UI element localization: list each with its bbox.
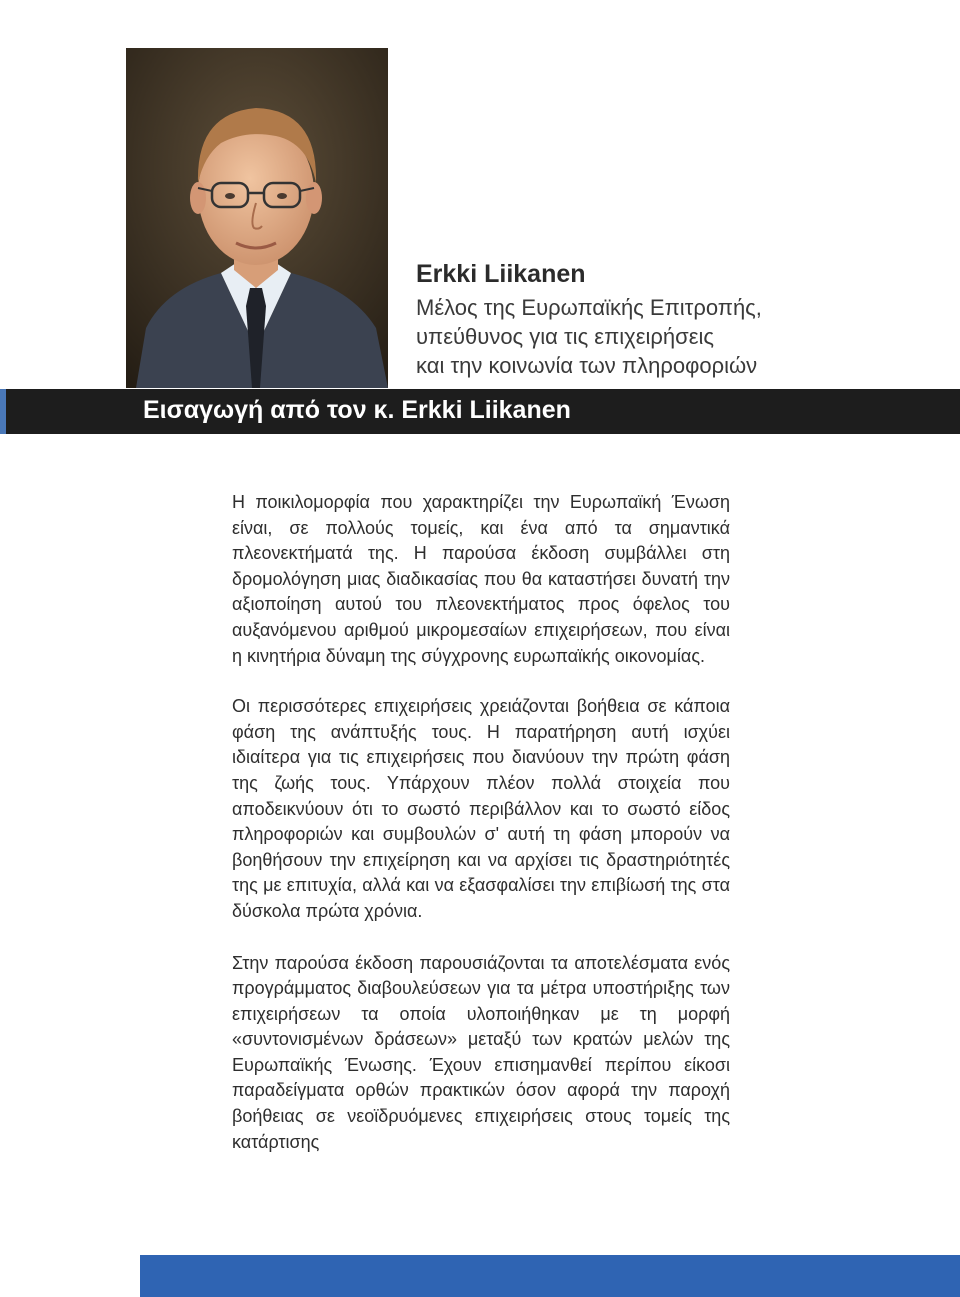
portrait-photo: [126, 48, 388, 388]
body-text: [232, 490, 730, 1155]
paragraph: Η ποικιλομορφία που χαρακτηρίζει την Ευρωπαϊκή Ένωση είναι, σε πολλούς τομείς, και ένα από τα σημαντικά πλεονεκτήματά της. Η παρούσα έκδοση συμβάλλει στη δρομολόγηση μιας διαδικασίας που θα καταστήσει δυνατή την αξιοποίηση αυτού του πλεονεκτήματος προς όφελος του αυξανόμενου αριθμού μικρομεσαίων επιχειρήσεων, που είναι η κινητήρια δύναμη της σύγχρονης ευρωπαϊκής οικονομίας.: [232, 492, 730, 666]
role-line: και την κοινωνία των πληροφοριών: [416, 353, 758, 378]
paragraph: Οι περισσότερες επιχειρήσεις χρειάζονται βοήθεια σε κάποια φάση της ανάπτυξής τους. Η παρατήρηση αυτή ισχύει ιδιαίτερα για τις επιχειρήσεις που διανύουν την πρώτη φάση της ζωής τους. Υπάρχουν πλέον πολλά στοιχεία που αποδεικνύουν ότι το σωστό περιβάλλον και το σωστό είδος πληροφοριών και συμβουλών σ' αυτή τη φάση μπορούν να βοηθήσουν την επιχείρηση και να αρχίσει τις δραστηριότητές της με επιτυχία, αλλά και να εξασφαλίσει την επιβίωσή της στα δύσκολα πρώτα χρόνια.: [232, 696, 730, 921]
band-accent: [0, 389, 6, 434]
role-line: υπεύθυνος για τις επιχειρήσεις: [416, 324, 715, 349]
role-line: Μέλος της Ευρωπαϊκής Επιτροπής,: [416, 295, 762, 320]
person-name: Erkki Liikanen: [416, 260, 586, 288]
paragraph: Στην παρούσα έκδοση παρουσιάζονται τα αποτελέσματα ενός προγράμματος διαβουλεύσεων για τα μέτρα υποστήριξης των επιχειρήσεων τα οποία υλοποιήθηκαν με τη μορφή «συντονισμένων δράσεων» μεταξύ των κρατών μελών της Ευρωπαϊκής Ένωσης. Έχουν επισημανθεί περίπου είκοσι παραδείγματα ορθών πρακτικών όσον αφορά την παροχή βοήθειας σε νεοϊδρυόμενες επιχειρήσεις στους τομείς της κατάρτισης: [232, 952, 730, 1152]
name-block: [416, 260, 936, 380]
section-title: Εισαγωγή από τον κ. Erkki Liikanen: [143, 396, 571, 424]
portrait-illustration: [126, 48, 388, 388]
footer-accent-bar: [140, 1255, 960, 1297]
section-title-band: [0, 389, 960, 434]
